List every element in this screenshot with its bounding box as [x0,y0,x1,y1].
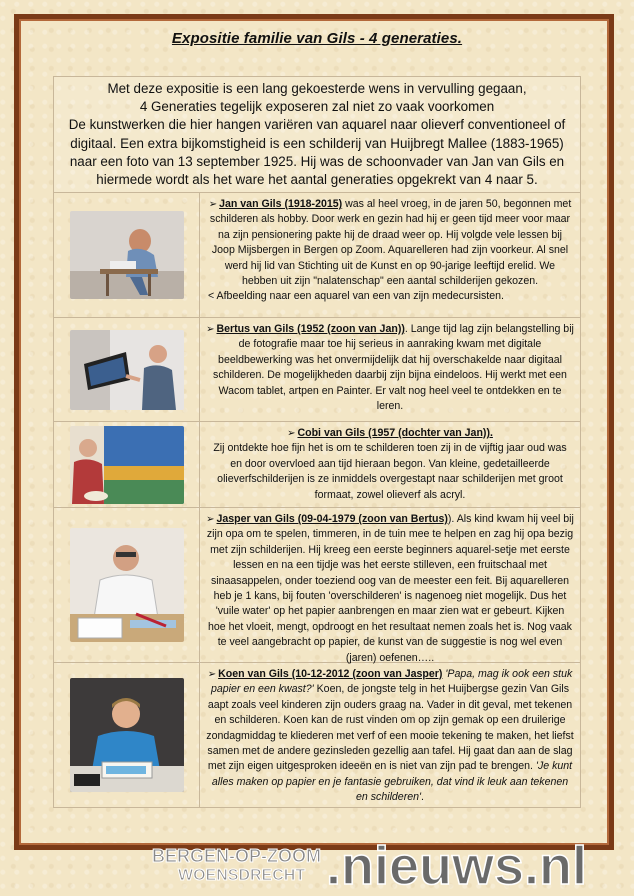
artist-quote-closing: 'Je kunt alles maken op papier en je fantasie gebruiken, dat vind ik leuk aan tekenen en schilderen' [211,760,573,804]
artist-photo-cell [54,422,200,507]
artist-photo-cell [54,508,200,662]
artist-photo-cell [54,663,200,807]
artist-name: Bertus van Gils (1952 (zoon van Jan)) [216,323,405,335]
artist-text [200,193,580,317]
bullet-arrow-icon: ➢ [206,514,215,525]
artist-row-cobi [53,422,581,508]
intro-box [53,76,581,193]
artist-text [200,422,580,507]
logo-main-text: .nieuws.nl [326,836,588,896]
artist-row-jasper [53,508,581,663]
artist-text [200,318,580,421]
artist-photo-image [70,426,184,504]
intro-line-1: Met deze expositie is een lang gekoesterde wens in vervulling gegaan, [107,81,527,96]
artist-name: Jasper van Gils (09-04-1979 (zoon van Bertus) [216,513,448,525]
artist-description: was al heel vroeg, in de jaren 50, begonnen met schilderen als hobby. Door werk en gezin had hij er geen tijd meer voor maar na zijn pensionering pakte hij de draad weer op. Hij volgde vele lessen bij Joop Mijsbergen in Bergen op Zoom. Aquarelleren had zijn voorkeur. Al snel werd hij lid van Stichting uit de Kunst en op 90-jarige leeftijd erelid. We hebben uit zijn "nalatenschap" een aantal schilderijen gekozen. [209,198,572,288]
artist-photo-image [70,528,184,642]
artist-description: . Lange tijd lag zijn belangstelling bij de fotografie maar toe hij serieus in aanraking kwam met digitale beeldbewerking was het onvermijdelijk dat hij overschakelde naar digitaal schilderen. De mogelijkheden daarbij zijn bijna eindeloos. Hij werkt met een Wacom tablet, artpen en Painter. Er valt nog heel veel te ontdekken en te leren. [213,323,574,413]
image-note: < Afbeelding naar een aquarel van een van zijn medecursisten. [208,290,504,303]
artist-name: Koen van Gils (10-12-2012 (zoon van Jasper) [218,668,443,680]
bullet-arrow-icon: ➢ [207,669,217,680]
watercolor-painting-image [70,211,184,299]
bergen-op-zoom-nieuws-logo [148,836,618,896]
artist-name: Jan van Gils (1918-2015) [219,198,343,210]
artist-photo-image [70,330,184,410]
artist-description: Koen, de jongste telg in het Huijbergse gezin Van Gils aapt zoals veel kinderen zijn ouders graag na. Vader in dit geval, met tekenen en schilderen. Koen kan de rust vinden om op zijn gemak op een druilerige zondagmiddag te kliederen met verf of een mooie tekening te maken, het liefst samen met de andere gezinsleden gezellig aan tafel. Hij gaat dan aan de slag met zijn eigen uitgesproken ideeën en is niet van zijn pad te brengen. [206,683,574,773]
bullet-arrow-icon: ➢ [208,199,218,210]
artist-row-koen [53,663,581,808]
artist-description: ). Als kind kwam hij veel bij zijn opa om te spelen, timmeren, in de tuin mee te helpen en zag hij opa bezig met zijn schilderijen. Hij kreeg een eerste beginners aquarel-setje met eerste lessen en na een tijdje was het eerste stilleven, een fruitschaal met sinaasappelen, onder toeziend oog van de meester een feit. Bij aquarelleren heb je 1 kans, bij fouten 'overschilderen' is nagenoeg niet mogelijk. Dus het 'vuile water' op het papier aanbrengen en maar zien wat er gebeurt. Kijken hoe het vloeit, mengt, opdroogt en het resultaat nemen zoals het is. Nog vaak te veel aangebracht op papier, de kunst van de suggestie is nog wel even (jaren) oefenen….. [206,513,574,664]
artist-photo-image [70,678,184,792]
bullet-arrow-icon: ➢ [206,324,215,335]
artist-row-bertus [53,318,581,422]
artist-quote: 'Papa, mag ik ook een stuk papier en een kwast?' [210,668,573,696]
page-title: Expositie familie van Gils - 4 generaties. [171,30,463,47]
artist-text [200,663,580,807]
artist-text [200,508,580,662]
intro-paragraph: De kunstwerken die hier hangen variëren van aquarel naar olieverf conventioneel of digitaal. Een extra bijkomstigheid is een schilderij van Huijbregt Mallee (1883-1965) naar een foto van 13 september 1925. Hij was de schoonvader van Jan van Gils en hiermede wordt als het ware het aantal generaties opgekrekt van 4 naar 5. [68,117,566,188]
artist-photo-cell [54,193,200,317]
bullet-arrow-icon: ➢ [287,428,296,439]
artist-row-jan [53,193,581,318]
logo-bottom-text: WOENSDRECHT [178,867,306,884]
artist-name: Cobi van Gils (1957 (dochter van Jan)). [297,427,493,439]
artist-text-end: . [421,791,424,804]
intro-line-2: 4 Generaties tegelijk exposeren zal niet zo vaak voorkomen [139,99,495,115]
artist-description: Zij ontdekte hoe fijn het is om te schilderen toen zij in de vijftig jaar oud was en door overvloed aan tijd hieraan begon. Van kleine, gedetailleerde olieverfschilderijen is ze inmiddels overgestapt naar schilderijen met groot formaat, zowel olieverf als acryl. [213,442,567,501]
logo-top-text: BERGEN-OP-ZOOM [152,846,321,866]
artist-photo-cell [54,318,200,421]
